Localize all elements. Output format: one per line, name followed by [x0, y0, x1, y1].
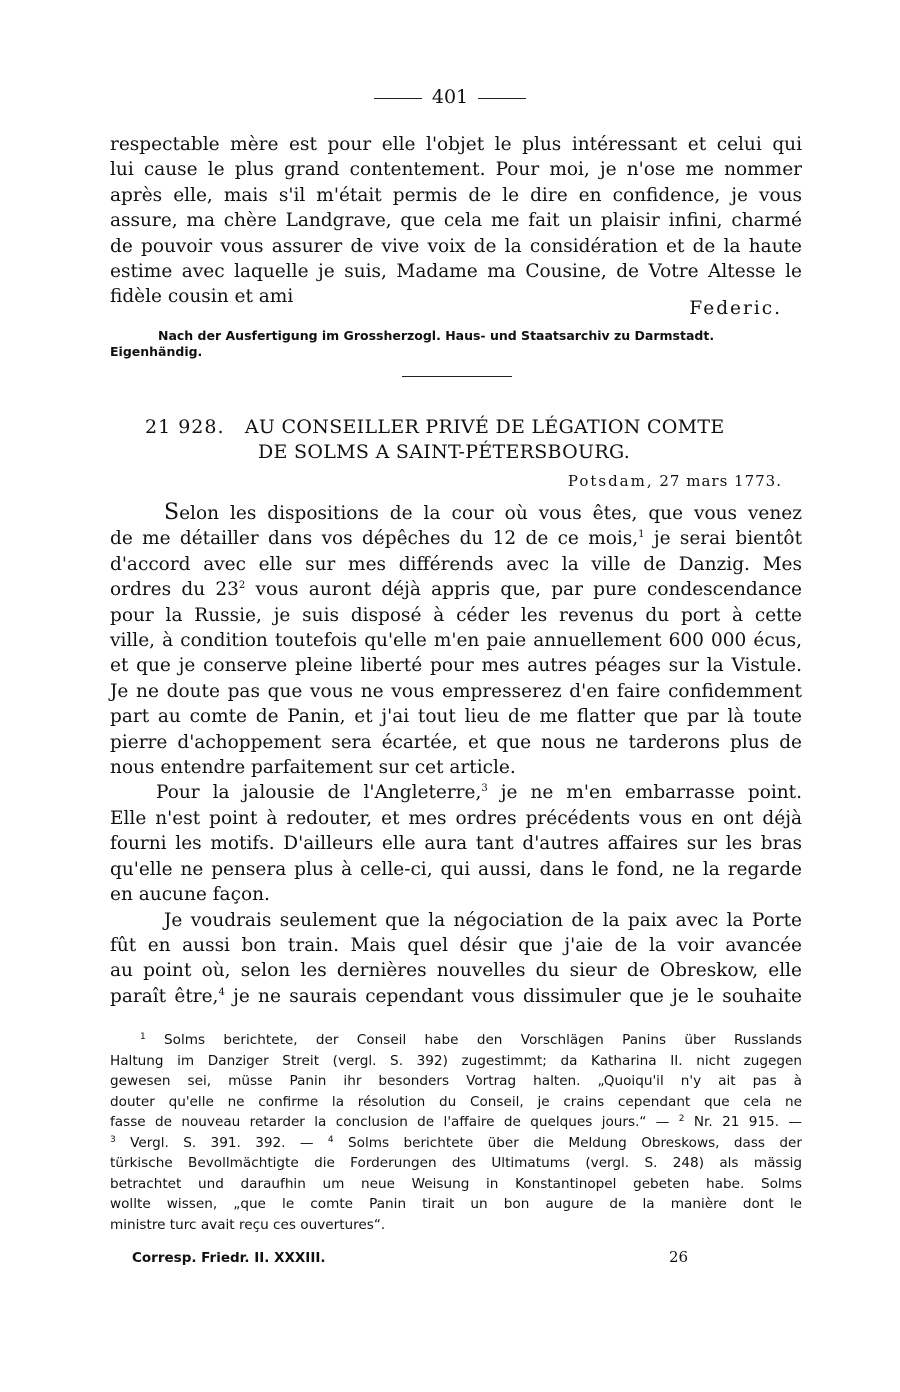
text-line: Je voudrais seulement que la négociation de la paix avec la Porte	[164, 909, 802, 931]
text-line: lui cause le plus grand contentement. Pour moi, je n'ose me nommer	[110, 159, 802, 181]
text-line: pierre d'achoppement sera écartée, et que nous ne tarderons plus de	[110, 731, 802, 753]
section-separator	[402, 376, 512, 377]
footnote-line: türkische Bevollmächtigte die Forderungen des Ultimatums (vergl. S. 248) als mässig	[110, 1155, 802, 1171]
heading-line: AU CONSEILLER PRIVÉ DE LÉGATION COMTE	[244, 416, 725, 438]
source-note-line: Nach der Ausfertigung im Grossherzogl. Haus- und Staatsarchiv zu Darmstadt.	[158, 328, 715, 343]
text-line: qu'elle ne pensera plus à celle-ci, qui aussi, dans le fond, ne la regarde	[110, 858, 802, 880]
footnote-ref: 3	[481, 783, 488, 795]
footnote-line: betrachtet und daraufhin um neue Weisung in Konstantinopel gebeten habe. Solms	[110, 1175, 802, 1192]
text-line: Elle n'est point à redouter, et mes ordres précédents vous en ont déjà	[110, 807, 802, 829]
footnote-ref: 2	[238, 580, 246, 592]
text-line: ville, à condition toutefois qu'elle m'en paie annuellement 600 000 écus,	[110, 630, 802, 652]
source-note-line: Eigenhändig.	[110, 344, 203, 359]
text-line: Pour la jalousie de l'Angleterre,$^3$ je ne m'en embarrasse point.	[156, 782, 802, 804]
footnote-marker: 1	[140, 1032, 146, 1042]
text-line: fourni les motifs. D'ailleurs elle aura tant d'autres affaires sur les bras	[110, 833, 802, 855]
text-line: assure, ma chère Landgrave, que cela me fait un plaisir infini, charmé	[110, 210, 802, 232]
document-number: 21 928.	[145, 416, 225, 438]
heading-line: DE SOLMS A SAINT-PÉTERSBOURG.	[258, 441, 631, 463]
decorative-dash	[374, 98, 422, 99]
text-line: Selon les dispositions de la cour où vous êtes, que vous venez	[164, 500, 802, 525]
footnote-ref: 1	[638, 529, 645, 541]
text-line: paraît être,$^4$ je ne saurais cependant vous dissimuler que je le souhaite	[110, 985, 802, 1007]
footnote-line: Haltung im Danziger Streit (vergl. S. 392) zugestimmt; da Katharina II. nicht zugegen	[110, 1052, 802, 1069]
text-line: en aucune façon.	[110, 884, 270, 906]
footnote-marker: 3	[110, 1134, 116, 1145]
previous-letter-ending	[110, 132, 802, 310]
text-line: ordres du $23^2$ vous auront déjà appris que, par pure condescendance	[110, 579, 802, 601]
text-line: et que je conserve pleine liberté pour mes autres péages sur la Vistule.	[110, 655, 802, 677]
archive-source-note	[110, 328, 804, 360]
dateline-place: Potsdam,	[567, 472, 654, 490]
footnote-line: wollte wissen, „que le comte Panin tirait un bon augure de la manière dont le	[110, 1196, 802, 1212]
document-heading	[145, 415, 785, 465]
text-line: respectable mère est pour elle l'objet le plus intéressant et celui qui	[110, 134, 802, 155]
text-line: de pouvoir vous assurer de vive voix de la considération et de la haute	[110, 235, 802, 257]
footnote-marker: 2	[678, 1114, 685, 1124]
decorative-dash	[478, 98, 526, 99]
footnote-ref: 4	[218, 986, 225, 998]
footnote-marker: 4	[327, 1134, 334, 1145]
footnotes	[110, 1030, 802, 1235]
footnote-line: gewesen sei, müsse Panin ihr besonders Vortrag halten. „Quoiqu'il n'y ait pas à	[110, 1073, 802, 1089]
footnote-line: $^3$ Vergl. S. 391. 392. — $^4$ Solms berichtete über die Meldung Obreskows, dass der	[110, 1134, 802, 1151]
footnote-line: douter qu'elle ne confirme la résolution du Conseil, je crains cependant que cela ne	[110, 1093, 802, 1110]
dateline-date: 27 mars 1773.	[659, 472, 782, 490]
signature: Federic.	[689, 298, 782, 319]
signature-mark: 26	[669, 1248, 689, 1266]
text-line: après elle, mais s'il m'était permis de le dire en confidence, je vous	[110, 184, 802, 206]
letter-body	[110, 500, 802, 1009]
text-line: au point où, selon les dernières nouvelles du sieur de Obreskow, elle	[110, 960, 802, 982]
page-number: 401	[431, 86, 469, 108]
text-line: nous entendre parfaitement sur cet article.	[110, 757, 516, 779]
initial-letter: S	[164, 500, 180, 525]
text-line: Je ne doute pas que vous ne vous empresserez d'en faire confidemment	[110, 680, 802, 702]
text-line: de me détailler dans vos dépêches du 12 de ce mois,$^1$ je serai bientôt	[110, 528, 803, 550]
text-line: fût en aussi bon train. Mais quel désir que j'aie de la voir avancée	[110, 934, 802, 956]
footnote-line: ministre turc avait reçu ces ouvertures“.	[110, 1216, 386, 1233]
dateline	[568, 472, 782, 490]
footnote-line: $^1$ Solms berichtete, der Conseil habe den Vorschlägen Panins über Russlands	[140, 1032, 802, 1048]
text-line: estime avec laquelle je suis, Madame ma Cousine, de Votre Altesse le	[110, 261, 802, 283]
text-line: part au comte de Panin, et j'ai tout lieu de me flatter que par là toute	[110, 706, 802, 728]
page-number-line	[0, 86, 900, 108]
running-footer: Corresp. Friedr. II. XXXIII.	[132, 1250, 326, 1266]
text-line: fidèle cousin et ami	[110, 286, 294, 308]
footnote-line: fasse de nouveau retarder la conclusion de l'affaire de quelques jours.“ — $^2$ Nr. 21 915. —	[110, 1114, 802, 1130]
text-line: d'accord avec elle sur mes différends avec la ville de Danzig. Mes	[110, 553, 802, 575]
text-line: pour la Russie, je suis disposé à céder les revenus du port à cette	[110, 604, 802, 626]
